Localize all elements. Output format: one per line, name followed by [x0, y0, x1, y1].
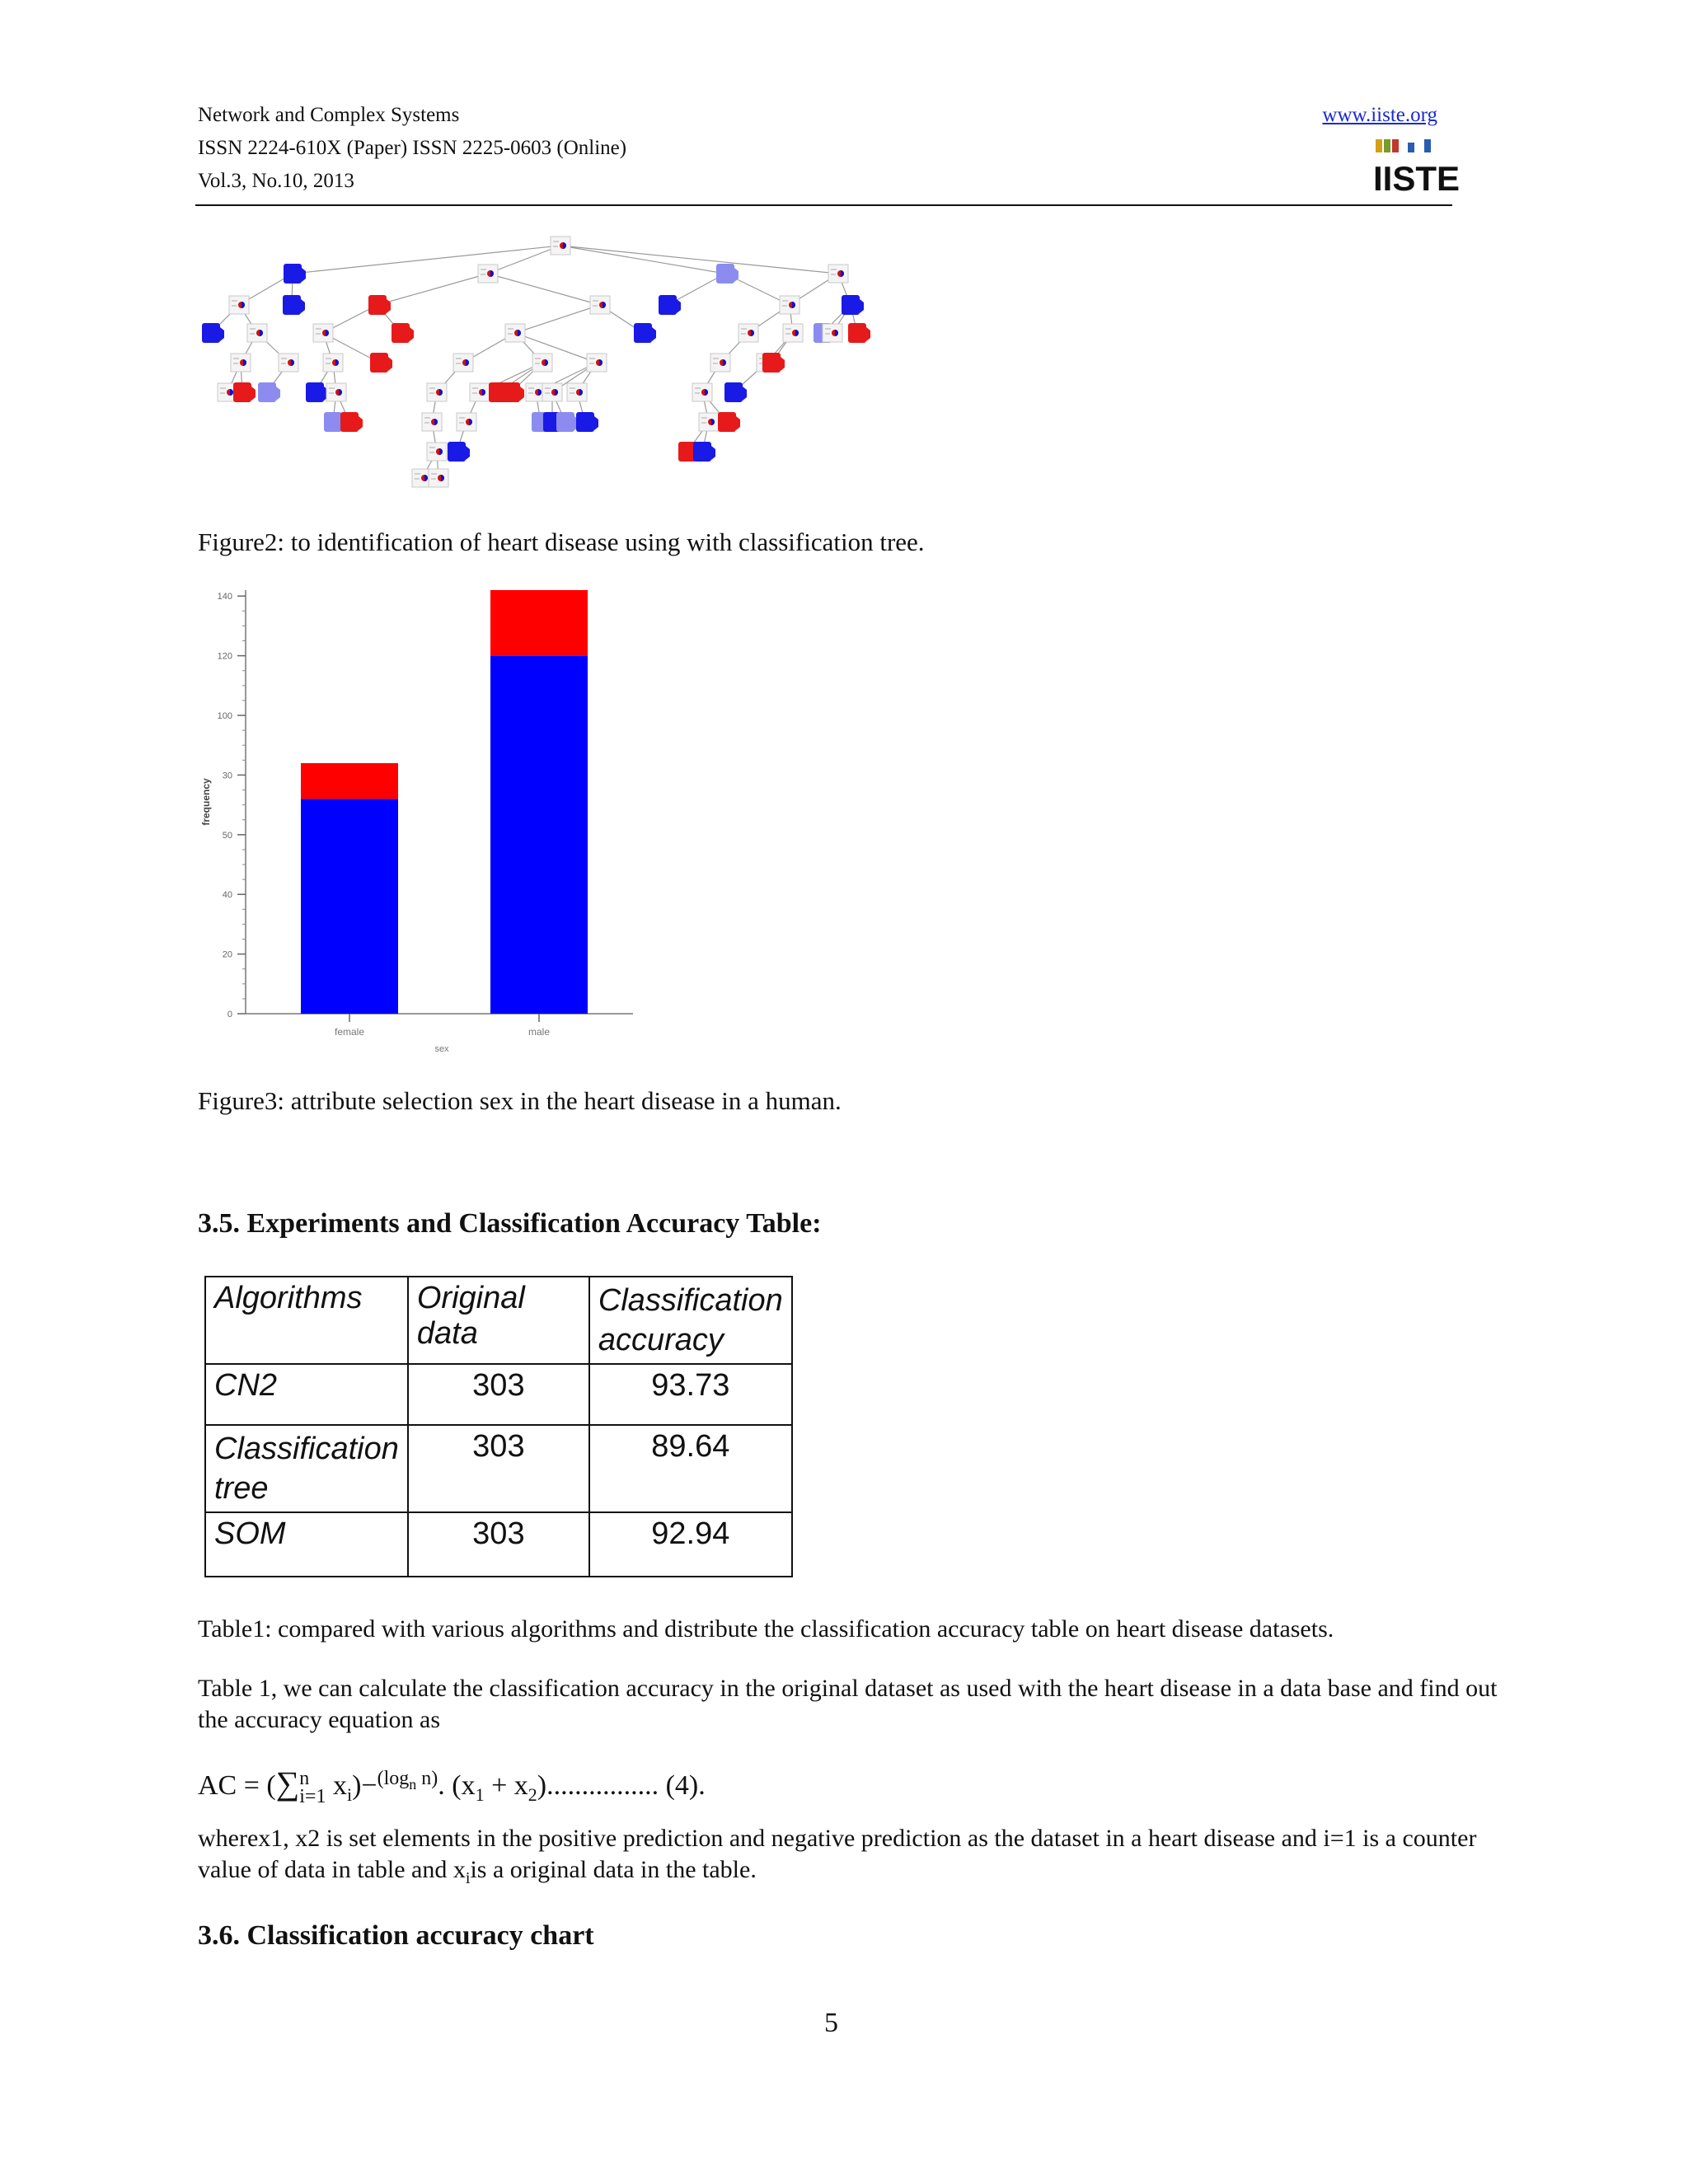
header-classification-accuracy: Classification accuracy [589, 1277, 792, 1364]
tree-leaf [258, 382, 276, 402]
tree-leaf [693, 442, 711, 462]
tree-leaf-edge [860, 299, 864, 313]
y-tick-label: 20 [222, 949, 232, 960]
tree-leaf [368, 295, 387, 315]
table-row [205, 1364, 792, 1425]
y-tick-label: 30 [222, 771, 232, 781]
row-accuracy: 93.73 [589, 1364, 792, 1425]
row-algorithm: SOM [205, 1512, 408, 1577]
tree-leaf [848, 323, 866, 343]
tree-leaf-edge [359, 416, 363, 430]
tree-leaf-edge [594, 416, 598, 430]
tree-leaf [392, 323, 410, 343]
paragraph-variables: wherex1, x2 is set elements in the positive prediction and negative prediction as the dataset in a heart disease and i=1 is a counter value of data in table and $x_iis$ a original data in the table. [198, 1825, 1477, 1887]
website-link[interactable]: www.iiste.org [1322, 104, 1437, 126]
tree-leaf [306, 382, 324, 402]
tree-leaf [233, 382, 251, 402]
x-tick-label: female [334, 1026, 365, 1038]
tree-edge [515, 333, 597, 363]
section-3-5-heading: 3.5. Experiments and Classification Accuracy Table: [198, 1208, 822, 1239]
table1-caption: Table1: compared with various algorithms and distribute the classification accuracy table on heart disease datasets. [198, 1615, 1334, 1643]
tree-leaf [340, 412, 359, 432]
page-number: 5 [824, 2008, 838, 2038]
bar-female-segment-0 [301, 799, 398, 1014]
tree-leaf [370, 353, 388, 373]
tree-leaf-edge [866, 327, 870, 341]
tree-leaf [284, 264, 302, 284]
tree-leaf-edge [388, 357, 392, 371]
y-tick-label: 100 [217, 711, 232, 722]
tree-leaf-edge [677, 299, 681, 313]
classification-tree-figure [198, 231, 890, 503]
figure3-caption: Figure3: attribute selection sex in the heart disease in a human. [198, 1086, 842, 1115]
row-algorithm: Classification tree [205, 1425, 408, 1512]
tree-leaf-edge [652, 327, 656, 341]
iiste-logo [1373, 136, 1461, 198]
header-algorithms: Algorithms [205, 1277, 408, 1364]
tree-edge [293, 246, 560, 274]
bar-male-segment-1 [490, 590, 588, 656]
journal-name: Network and Complex Systems [198, 104, 460, 126]
logo-text: IISTE [1373, 159, 1461, 198]
tree-leaf-edge [520, 387, 524, 401]
tree-leaf-edge [711, 446, 715, 460]
accuracy-equation: AC = (∑n i=1 $x_i)-^{(log_n n)}$. $(x_1 + x_2)$................ (4). [198, 1765, 706, 1808]
tree-leaf-edge [466, 446, 470, 460]
tree-leaf [842, 295, 860, 315]
x-axis-label: sex [434, 1044, 449, 1054]
tree-leaf [718, 412, 736, 432]
y-tick-label: 40 [222, 890, 232, 901]
row-original: 303 [408, 1512, 589, 1577]
y-tick-label: 50 [222, 830, 232, 841]
table-header-row [205, 1277, 792, 1364]
section-3-6-heading: 3.6. Classification accuracy chart [198, 1920, 594, 1951]
tree-leaf-edge [276, 387, 280, 401]
volume-line: Vol.3, No.10, 2013 [198, 170, 354, 192]
table-row [205, 1425, 792, 1512]
tree-leaf [502, 382, 520, 402]
tree-leaf [762, 353, 781, 373]
y-axis-label: frequency [200, 778, 212, 826]
y-tick-label: 0 [227, 1010, 232, 1019]
tree-edge [377, 274, 488, 305]
accuracy-table [204, 1276, 793, 1577]
x-tick-label: male [528, 1026, 551, 1038]
paragraph-table1: Table 1, we can calculate the classification accuracy in the original dataset as used with the heart disease in a data base and find out the accuracy equation as [198, 1675, 1498, 1733]
row-accuracy: 92.94 [589, 1512, 792, 1577]
bar-female-segment-1 [301, 763, 398, 799]
row-accuracy: 89.64 [589, 1425, 792, 1512]
tree-leaf-edge [251, 387, 256, 401]
tree-leaf-edge [781, 357, 785, 371]
tree-leaf [324, 412, 342, 432]
table-row [205, 1512, 792, 1577]
tree-leaf [576, 412, 594, 432]
issn-line: ISSN 2224-610X (Paper) ISSN 2225-0603 (Online) [198, 137, 627, 159]
bar-male-segment-0 [490, 656, 588, 1014]
figure2-caption: Figure2: to identification of heart disease using with classification tree. [198, 527, 925, 556]
tree-leaf-edge [220, 327, 224, 341]
tree-leaf [202, 323, 220, 343]
tree-leaf [659, 295, 677, 315]
row-original: 303 [408, 1425, 589, 1512]
tree-leaf-edge [302, 268, 306, 282]
tree-leaf-edge [736, 416, 740, 430]
y-tick-label: 140 [217, 592, 232, 602]
tree-leaf-edge [743, 387, 747, 401]
tree-leaf [634, 323, 652, 343]
tree-leaf [448, 442, 466, 462]
tree-leaf [716, 264, 734, 284]
sex-frequency-chart [198, 577, 643, 1063]
tree-leaf [556, 412, 574, 432]
header-rule [195, 204, 1452, 206]
tree-edge [488, 274, 600, 305]
y-tick-label: 120 [217, 651, 232, 662]
tree-leaf [283, 295, 301, 315]
tree-leaf [724, 382, 743, 402]
tree-leaf-edge [410, 327, 414, 341]
tree-leaf-edge [301, 299, 305, 313]
header-original-data: Original data [408, 1277, 589, 1364]
row-algorithm: CN2 [205, 1364, 408, 1425]
row-original: 303 [408, 1364, 589, 1425]
tree-edge [515, 305, 600, 333]
